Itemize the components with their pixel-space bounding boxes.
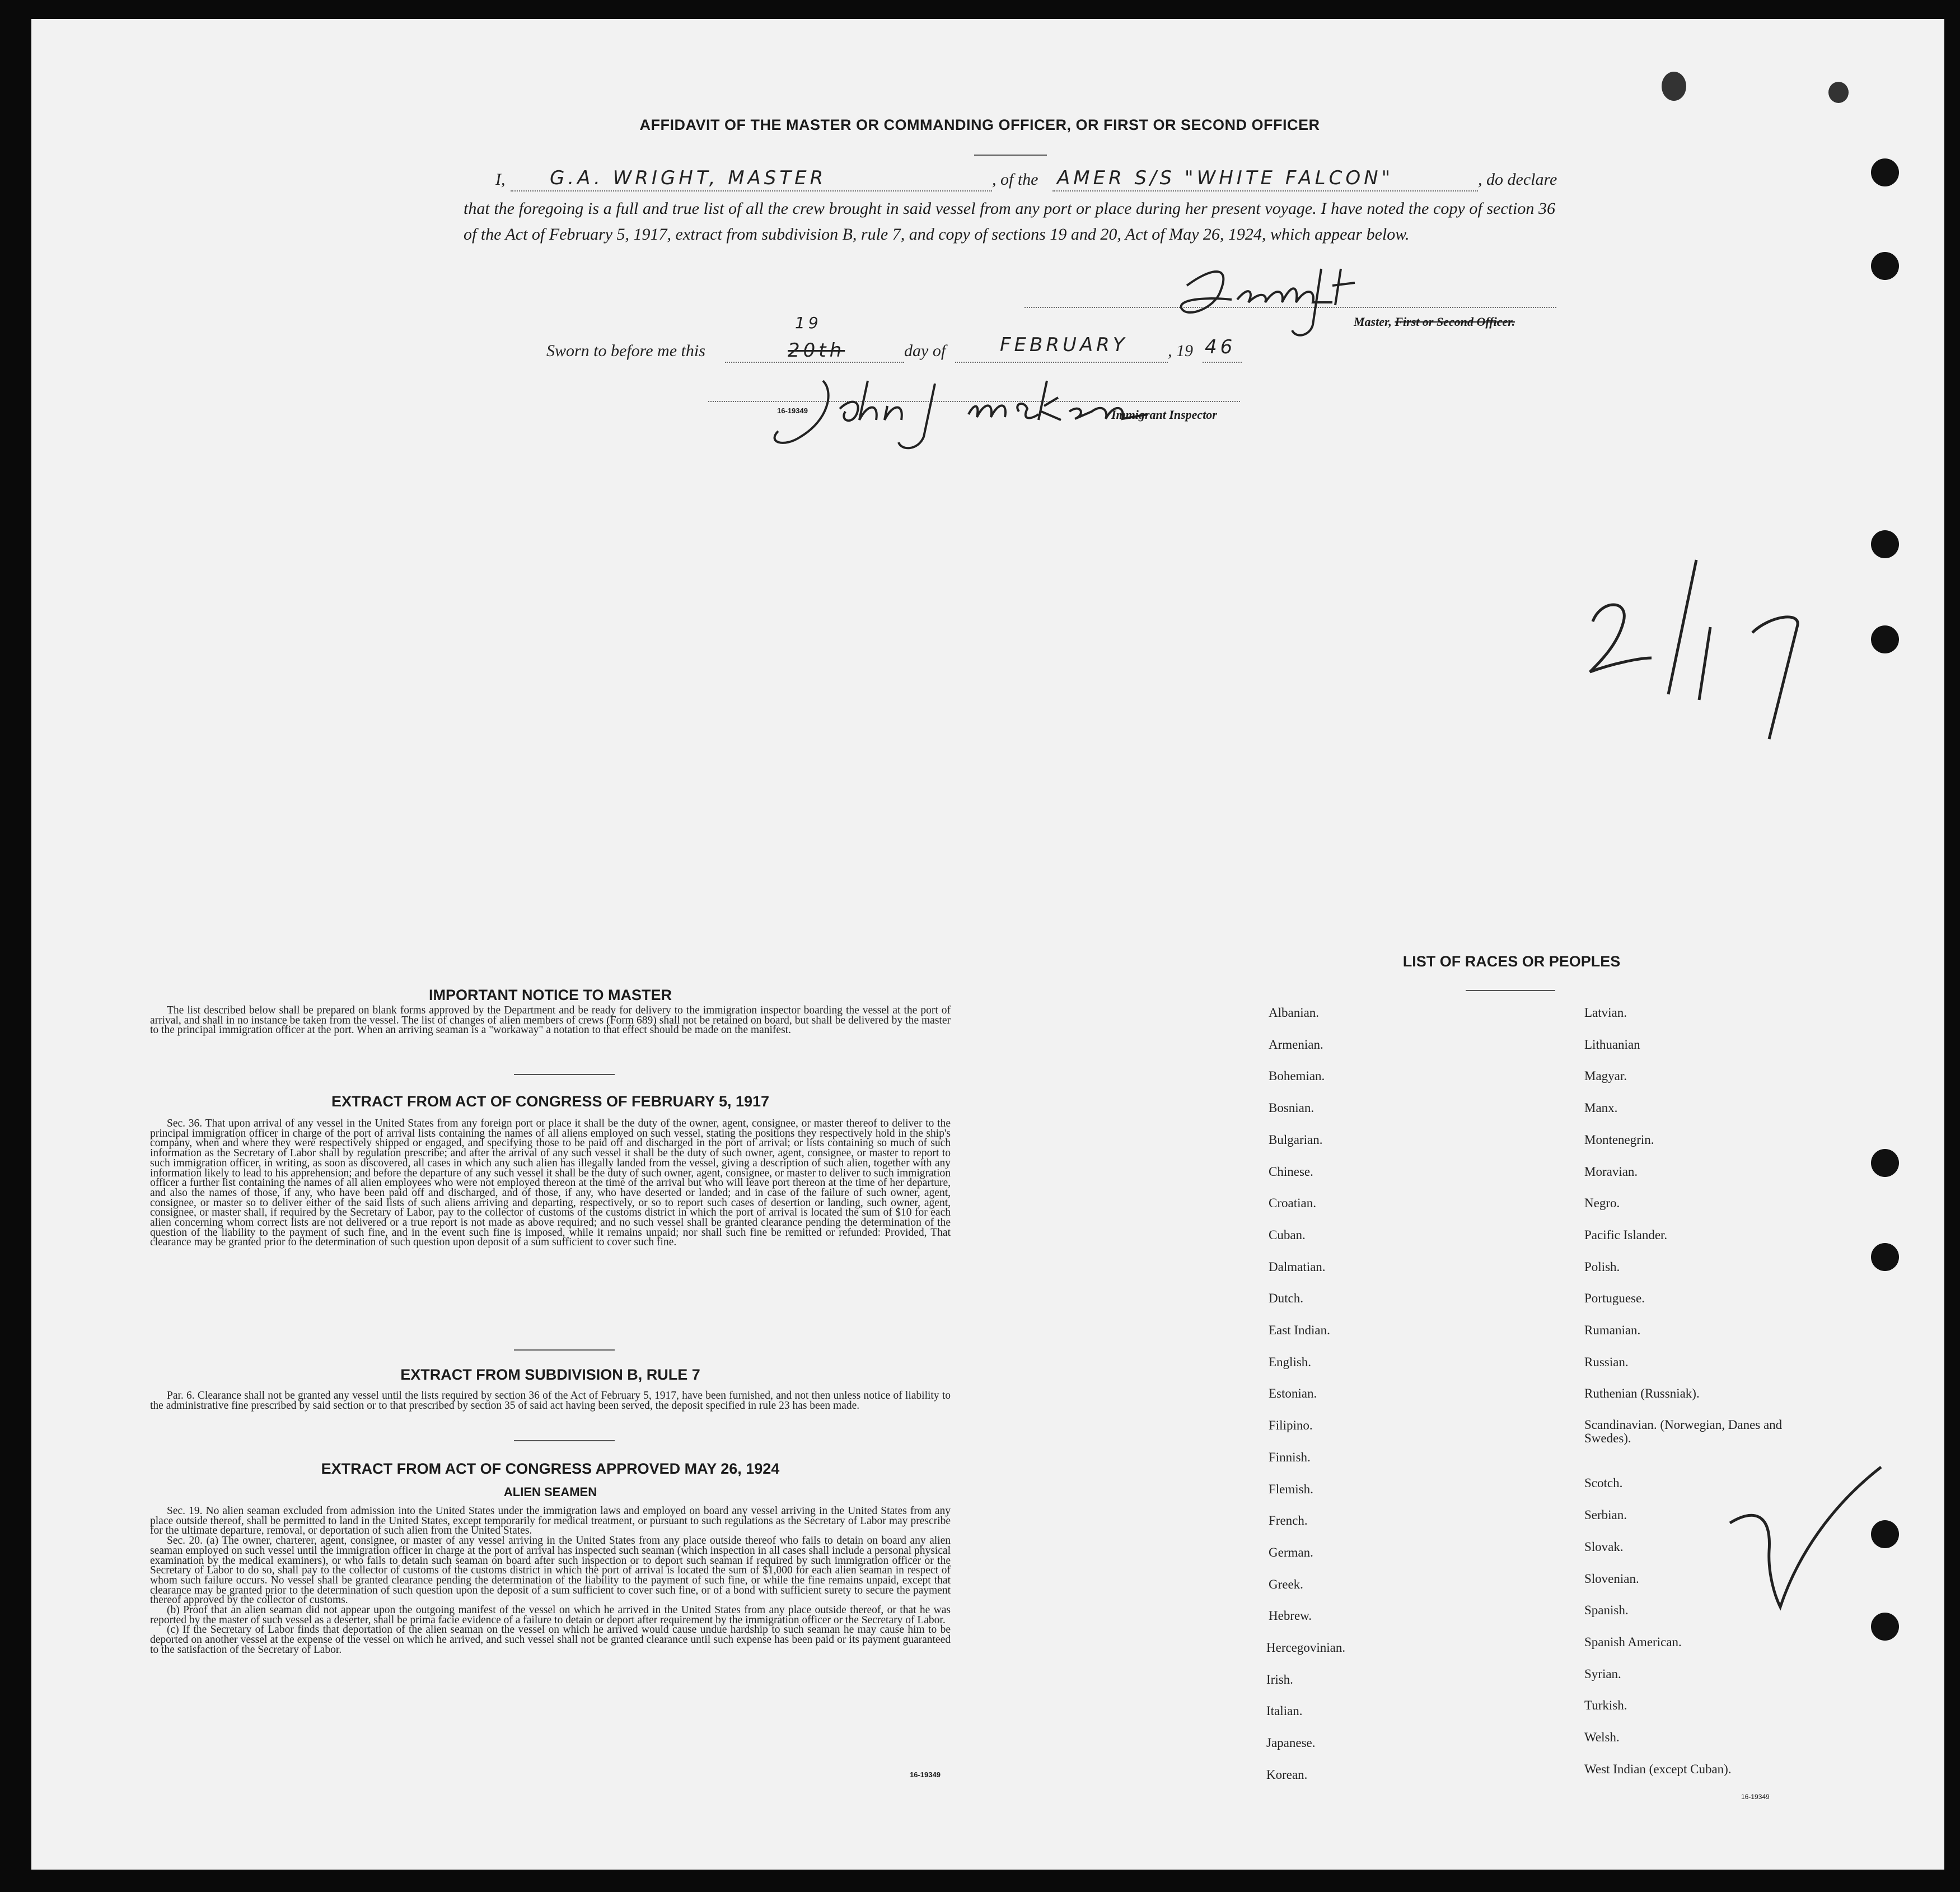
notice-rule-2 [514,1349,615,1351]
race-item: Cuban. [1269,1228,1306,1242]
extract3-sec19: Sec. 19. No alien seaman excluded from admission into the United States under the immigration laws and employed on board any vessel arriving in the United States from any place outside thereof, shall be permitted to land in the United States, except temporarily for medical treatment, or pursuant to such regulations as the Secretary of Labor may prescribe for the ultimate departure, removal, or deportation of such alien from the United States. [150,1505,951,1537]
affidavit-form-number: 16-19349 [777,407,808,415]
sworn-day-handwritten: 19 [795,314,822,332]
race-item: Magyar. [1584,1069,1627,1083]
master-label-text: Master, [1354,315,1392,329]
notice-title: IMPORTANT NOTICE TO MASTER [429,987,672,1003]
punch-hole [1871,625,1899,653]
race-item: Dutch. [1269,1291,1303,1305]
inspector-label: Immigrant Inspector [1111,408,1217,422]
extract3-body [150,1506,951,1655]
race-item: Italian. [1266,1704,1303,1718]
ink-speck [1662,72,1686,101]
race-item: Hebrew. [1269,1609,1312,1623]
race-item: Welsh. [1584,1730,1620,1744]
race-item: Latvian. [1584,1006,1627,1020]
race-item: Filipino. [1269,1418,1313,1432]
extract2-title: EXTRACT FROM SUBDIVISION B, RULE 7 [400,1366,700,1383]
races-rule [1466,990,1555,991]
race-item: Turkish. [1584,1698,1627,1712]
race-item: Spanish. [1584,1603,1629,1617]
year-prefix: , 19 [1168,342,1193,360]
race-item: French. [1269,1513,1308,1527]
declarant-name-line [511,167,992,191]
sworn-day-struck: 20th [788,339,845,362]
extract1-body [150,1119,951,1248]
race-item: Ruthenian (Russniak). [1584,1386,1700,1400]
race-item: Croatian. [1269,1196,1316,1210]
check-mark [1719,1456,1887,1624]
ink-speck [1828,82,1849,103]
race-item: Japanese. [1266,1736,1316,1750]
race-item: Scandinavian. (Norwegian, Danes and Swedes). [1584,1418,1783,1445]
race-item: Spanish American. [1584,1635,1682,1649]
race-item: West Indian (except Cuban). [1584,1762,1732,1776]
extract2-body [150,1391,951,1410]
race-item: Chinese. [1269,1165,1313,1179]
punch-hole [1871,1149,1899,1177]
race-item: Hercegovinian. [1266,1641,1346,1655]
punch-hole [1871,530,1899,558]
race-item: Portuguese. [1584,1291,1645,1305]
year-line [1203,336,1242,363]
race-item: Slovak. [1584,1540,1624,1554]
extract1-paragraph: Sec. 36. That upon arrival of any vessel in the United States from any foreign port or place it shall be the duty of the owner, agent, consignee, or master thereof to deliver to the principal immigration officer in charge of the port of arrival lists containing the names of all aliens employed on such vessel, stating the positions they respectively hold in the ship's company, when and where they were respectively shipped or engaged, and specifying those to be paid off and discharged in the port of arrival; or lists containing so much of such information as the Secretary of Labor shall by regulation prescribe; and after the arrival of any such vessel it shall be the duty of such owner, agent, consignee, or master to report to such immigration officer, in writing, as soon as discovered, all cases in which any such alien has illegally landed from the vessel, giving a description of such alien, together with any information likely to lead to his apprehension; and before the departure of any such vessel it shall be the duty of such owner, agent, consignee, or master to deliver to such immigration officer a further list containing the names of all alien employees who were not employed thereon at the time of the arrival but who will leave port thereon at the time of her departure, and also the names of those, if any, who have been paid off and discharged, and of those, if any, who have deserted or landed; and in case of the failure of such owner, agent, consignee, or master so to deliver either of the said lists of such aliens arriving and departing, respectively, or so to report such cases of desertion or landing, such owner, agent, consignee, or master shall, if required by the Secretary of Labor, pay to the collector of customs of the customs district in which the port of arrival is located the sum of $10 for each alien concerning whom correct lists are not delivered or a true report is not made as above required; and no such vessel shall be granted clearance pending the determination of the question of the liability to the payment of such fine, and in the event such fine is imposed, while it remains unpaid; nor shall such fine be remitted or refunded: Provided, That clearance may be granted prior to the determination of such question upon deposit of a sum sufficient to cover such fine. [150,1118,951,1249]
do-declare-label: , do declare [1478,170,1557,189]
of-the-label: , of the [992,170,1039,189]
race-item: Greek. [1269,1577,1303,1591]
race-item: Albanian. [1269,1006,1320,1020]
race-item: Russian. [1584,1355,1629,1369]
race-item: Moravian. [1584,1165,1638,1179]
race-item: English. [1269,1355,1312,1369]
margin-note-2-19 [1579,549,1814,773]
notice-form-number: 16-19349 [910,1770,941,1779]
race-item: Lithuanian [1584,1038,1640,1052]
race-item: Rumanian. [1584,1323,1641,1337]
punch-hole [1871,1243,1899,1271]
race-item: Dalmatian. [1269,1260,1326,1274]
notice-rule-3 [514,1440,615,1441]
race-item: Irish. [1266,1673,1293,1687]
extract3-sec20a: Sec. 20. (a) The owner, charterer, agent, consignee, or master of any vessel arriving in the United States from any place outside thereof who fails to detain on board any alien seaman employed on such vessel until the immigration officer in charge at the port of arrival has inspected such seaman (which inspection in all cases shall include a personal physical examination by the medical examiners), or who fails to detain such seaman on board after such inspection or to deport such seaman if required by such immigration officer or the Secretary of Labor to do so, shall pay to the collector of customs of the customs district in which the port of arrival is located the sum of $1,000 for each alien seaman in respect of whom such failure occurs. No vessel shall be granted clearance pending the determination of the liability to the payment of such fine, or while the fine remains unpaid, except that clearance may be granted prior to the determination of such question upon the deposit of a sum sufficient to cover such fine, or of a bond with sufficient surety to secure the payment thereof approved by the collector of customs. [150,1535,951,1606]
affidavit-title: AFFIDAVIT OF THE MASTER OR COMMANDING OFFICER, OR FIRST OR SECOND OFFICER [639,116,1320,133]
extract3-subtitle: ALIEN SEAMEN [503,1485,597,1499]
race-item: Pacific Islander. [1584,1228,1668,1242]
declarant-prefix: I, [495,170,506,189]
race-item: Negro. [1584,1196,1620,1210]
extract3-sec20c: (c) If the Secretary of Labor finds that deportation of the alien seaman on the vessel on which he arrived would cause undue hardship to such seaman he may cause him to be deported on another vessel at the expense of the vessel on which he arrived, and such vessel shall not be granted clearance until such expense has been paid or its payment guaranteed to the satisfaction of the Secretary of Labor. [150,1624,951,1656]
races-form-number: 16-19349 [1741,1793,1770,1801]
race-item: Bosnian. [1269,1101,1315,1115]
race-item: Montenegrin. [1584,1133,1654,1147]
race-item: Finnish. [1269,1450,1311,1464]
sworn-prefix: Sworn to before me this [546,342,705,360]
race-item: Syrian. [1584,1667,1621,1681]
race-item: Estonian. [1269,1386,1317,1400]
affidavit-body: that the foregoing is a full and true list of all the crew brought in said vessel from any port or place during her present voyage. I have noted the copy of section 36 of the Act of February 5, 1917, extract from subdivision B, rule 7, and copy of sections 19 and 20, Act of May 26, 1924, which appear below. [464,199,1555,244]
title-rule [974,155,1047,156]
officer-label-struck: First or Second Officer. [1395,315,1515,329]
sworn-year: 46 [1205,336,1236,358]
race-item: Serbian. [1584,1508,1627,1522]
day-of-label: day of [904,342,946,360]
vessel-line [1052,167,1478,191]
race-item: Scotch. [1584,1476,1623,1490]
race-item: East Indian. [1269,1323,1330,1337]
race-item: Flemish. [1269,1482,1313,1496]
notice-rule-1 [514,1074,615,1075]
notice-paragraph: The list described below shall be prepared on blank forms approved by the Department and be ready for delivery to the immigration inspector boarding the vessel at the port of arrival, and shall in no instance be taken from the vessel. The list of changes of alien members of crews (Form 689) shall not be retained on board, but shall be delivered by the master to the principal immigration officer at the port. When an arriving seaman is a "workaway" a notation to that effect should be made on the manifest. [150,1005,951,1036]
declarant-name: G.A. WRIGHT, MASTER [550,167,827,189]
race-item: German. [1269,1545,1313,1559]
sworn-month: FEBRUARY [1000,334,1128,356]
race-item: Bulgarian. [1269,1133,1323,1147]
extract3-sec20b: (b) Proof that an alien seaman did not appear upon the outgoing manifest of the vessel on which he arrived in the United States from any place outside thereof, or that he was reported by the master of such vessel as a deserter, shall be prima facie evidence of a failure to detain or deport after requirement by the immigration officer or the Secretary of Labor. [150,1604,951,1626]
races-title: LIST OF RACES OR PEOPLES [1402,953,1621,970]
punch-hole [1871,252,1899,280]
race-item: Bohemian. [1269,1069,1325,1083]
extract1-title: EXTRACT FROM ACT OF CONGRESS OF FEBRUARY 5, 1917 [331,1093,770,1110]
race-item: Slovenian. [1584,1572,1639,1586]
race-item: Korean. [1266,1768,1308,1782]
race-item: Polish. [1584,1260,1620,1274]
extract2-paragraph: Par. 6. Clearance shall not be granted any vessel until the lists required by section 36 of the Act of February 5, 1917, have been furnished, and not then unless notice of liability to the administrative fine prescribed by said section or to that prescribed by section 35 of said act having been served, the deposit specified in rule 23 has been made. [150,1390,951,1412]
race-item: Manx. [1584,1101,1618,1115]
master-label [1354,315,1515,329]
extract3-title: EXTRACT FROM ACT OF CONGRESS APPROVED MAY 26, 1924 [321,1460,780,1477]
punch-hole [1871,158,1899,186]
vessel-name: AMER S/S "WHITE FALCON" [1057,167,1394,189]
notice-body [150,1006,951,1035]
race-item: Armenian. [1269,1038,1323,1052]
